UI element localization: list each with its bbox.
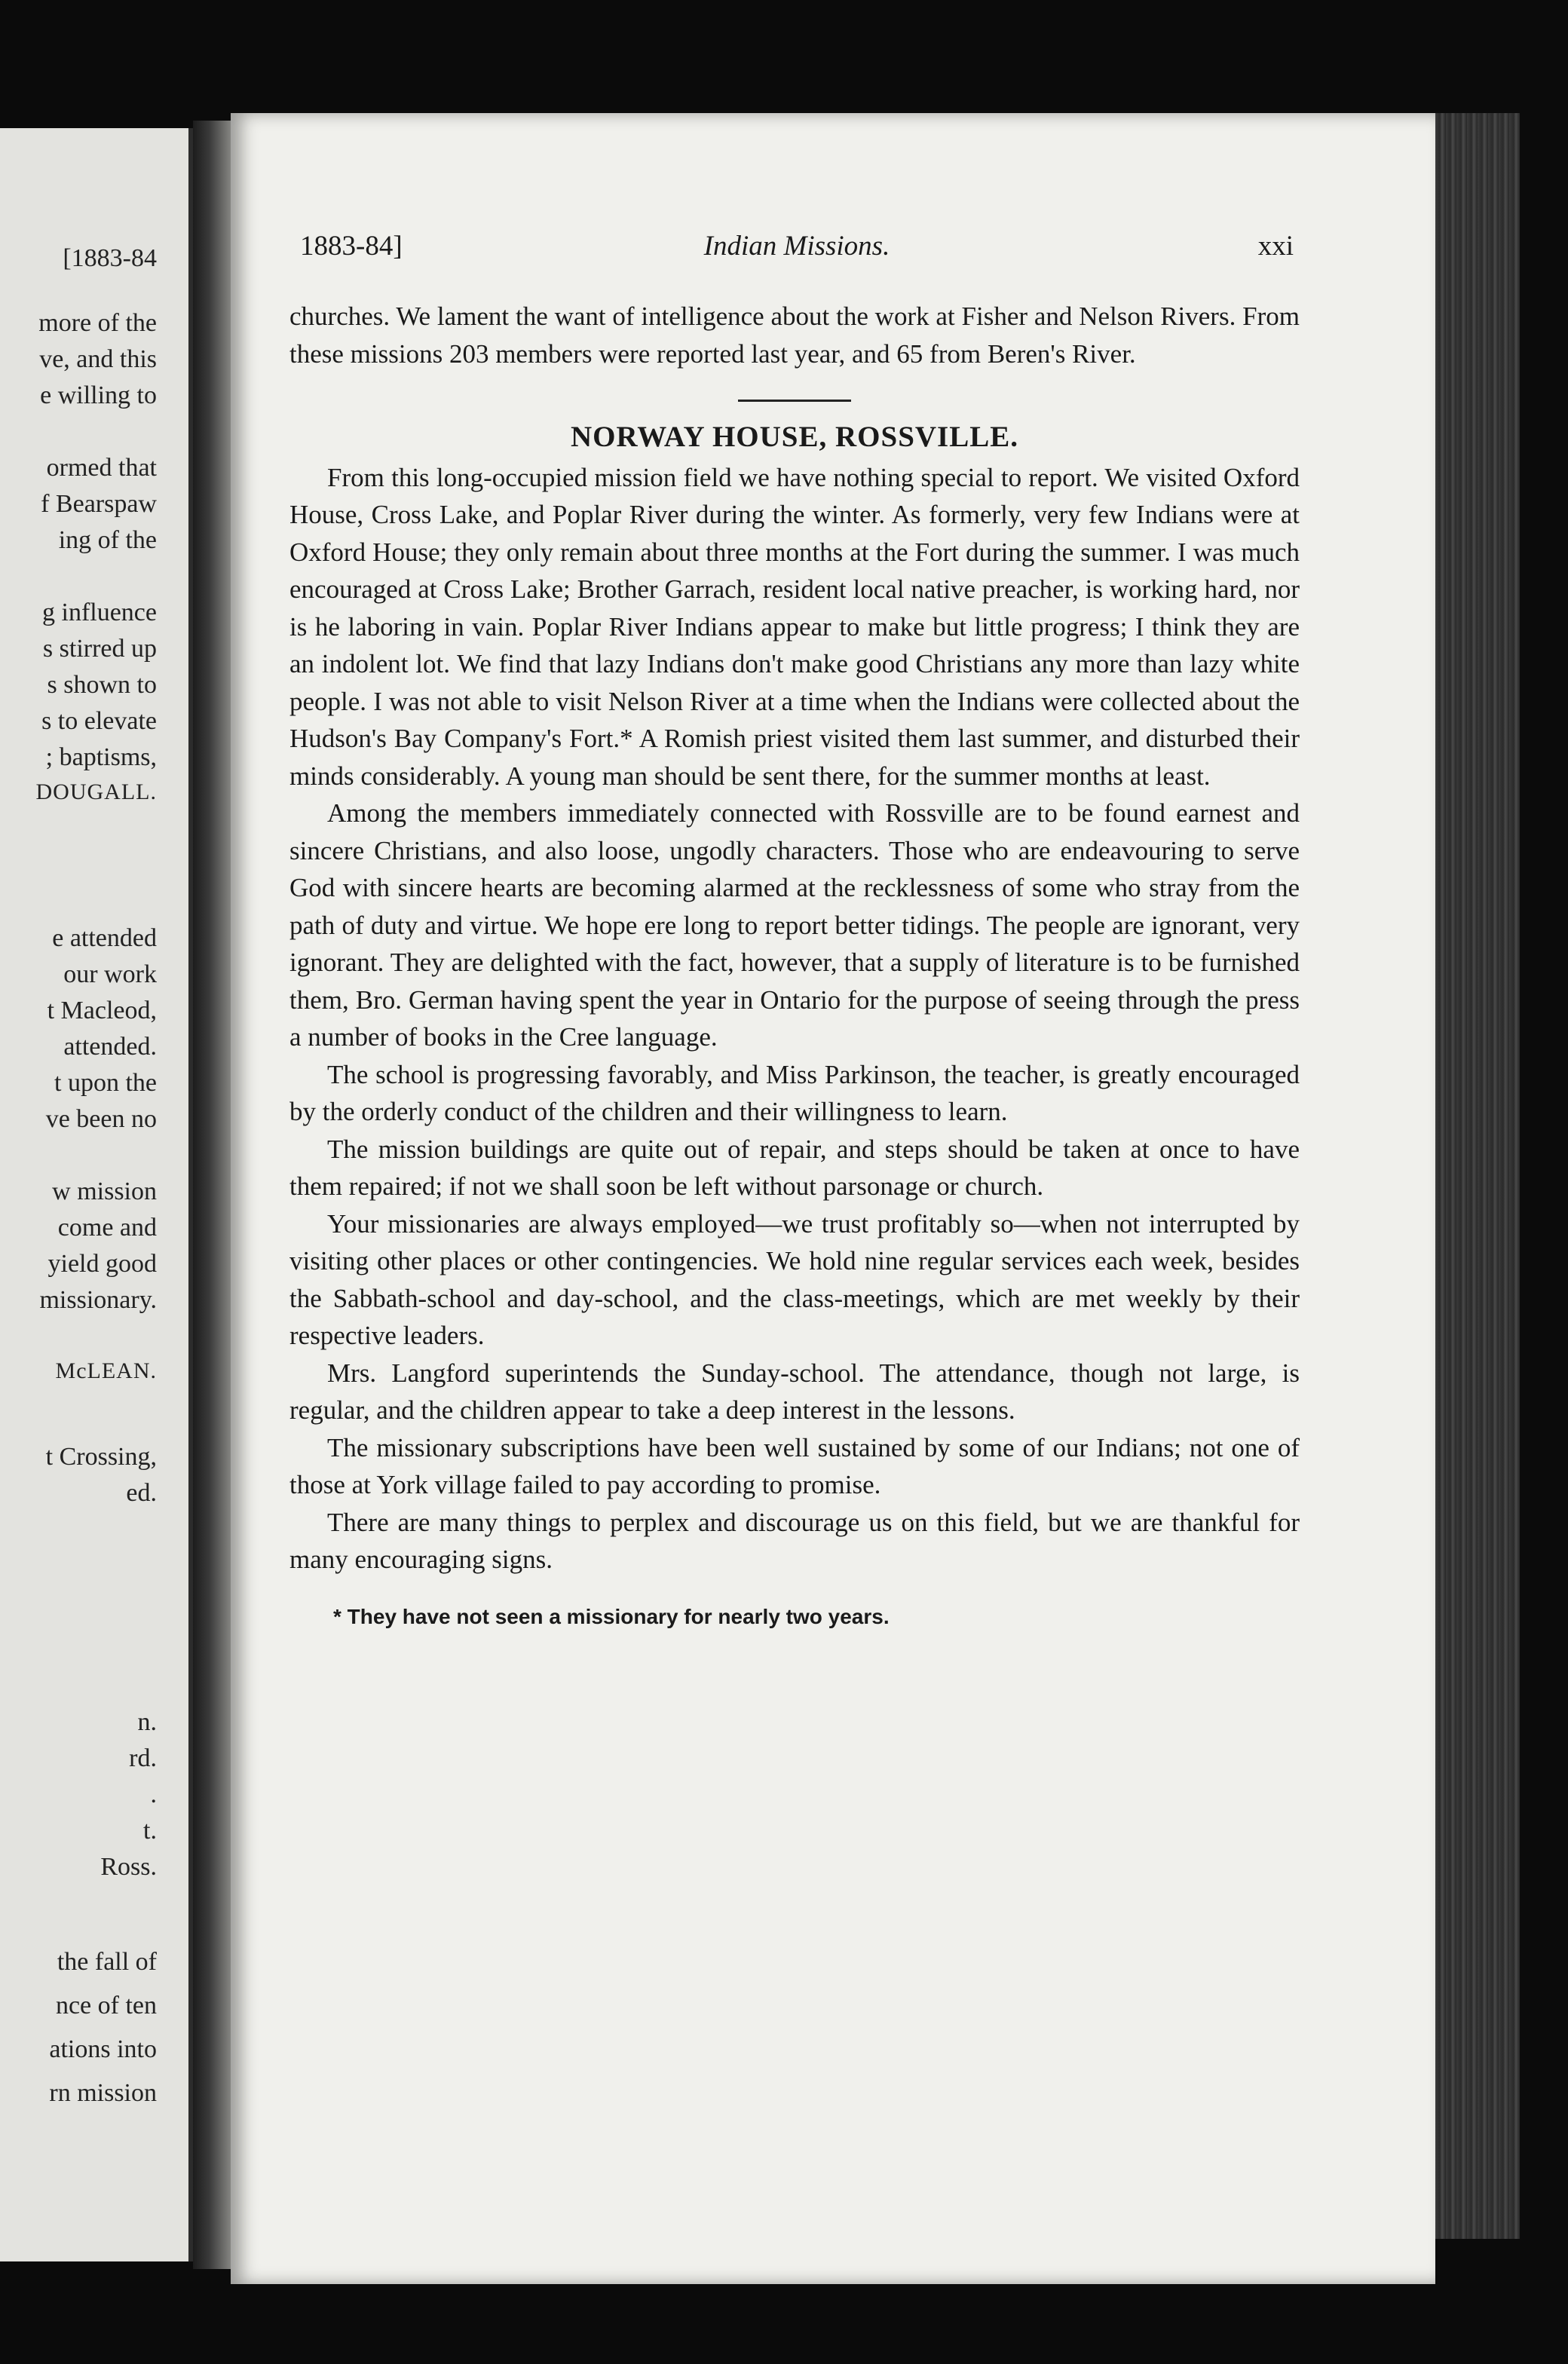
left-page-line: f Bearspaw (41, 490, 157, 518)
intro-text: churches. We lament the want of intelligence about the work at Fisher and Nelson Rivers. From these missions 203 members were reported last year, and 65 from Beren's River. (289, 302, 1300, 369)
body-paragraph: From this long-occupied mission field we have nothing special to report. We visited Oxford House, Cross Lake, and Poplar River during the winter. As formerly, very few Indians were at Oxford House; they only remain about three months at the Fort during the summer. I was much encouraged at Cross Lake; Brother Garrach, resident local native preacher, is working hard, nor is he laboring in vain. Poplar River Indians appear to make but little progress; I think they are an indolent lot. We find that lazy Indians don't make good Christians any more than lazy white people. I was not able to visit Nelson River at a time when the Indians were collected about the Hudson's Bay Company's Fort.* A Romish priest visited them last summer, and disturbed their minds considerably. A young man should be sent there, for the summer months at least. (289, 462, 1300, 791)
left-page-line: DOUGALL. (35, 779, 157, 804)
body-paragraph: The missionary subscriptions have been well sustained by some of our Indians; not one of those at York village failed to pay according to promise. (289, 1432, 1300, 1499)
left-page-line: yield good (47, 1250, 157, 1278)
left-page-line: e attended (52, 924, 157, 952)
left-page-line: s shown to (47, 671, 157, 699)
body-paragraph: There are many things to perplex and discourage us on this field, but we are thankful for many encouraging signs. (289, 1507, 1300, 1574)
left-page-line: Ross. (100, 1853, 157, 1881)
footnote: * They have not seen a missionary for nearly two years. (333, 1604, 890, 1628)
page-number: xxi (1257, 231, 1294, 262)
book-gutter (193, 121, 234, 2269)
left-page-line: t Macleod, (47, 997, 157, 1024)
running-header (300, 230, 1294, 263)
page-edges (1435, 113, 1520, 2239)
body-paragraph: Your missionaries are always employed—we trust profitably so—when not interrupted by visiting other places or other contingencies. We hold nine regular services each week, besides the Sabbath-school and day-school, and the class-meetings, which are met weekly by their respective leaders. (289, 1208, 1300, 1350)
section-rule (738, 400, 851, 402)
left-page-line: our work (63, 960, 157, 988)
intro-paragraph (289, 298, 1300, 372)
left-page-line: ve been no (45, 1105, 157, 1133)
body-paragraph: Among the members immediately connected with Rossville are to be found earnest and sincere Christians, and also loose, ungodly characters. Those who are endeavouring to serve God with sincere hearts are becoming alarmed at the recklessness of some who stray from the path of duty and virtue. We hope ere long to report better tidings. The people are ignorant, very ignorant. They are delighted with the fact, however, that a supply of literature is to be furnished them, Bro. German having spent the year in Ontario for the purpose of seeing through the press a number of books in the Cree language. (289, 798, 1300, 1052)
left-page-line: . (150, 1781, 157, 1808)
left-page-line: t upon the (54, 1069, 157, 1097)
left-page-line: s stirred up (42, 635, 157, 663)
header-year-range: 1883-84] (300, 231, 403, 262)
left-page-line: e willing to (40, 381, 157, 409)
left-page-line: t. (143, 1817, 157, 1845)
body-paragraph: The mission buildings are quite out of repair, and steps should be taken at once to have them repaired; if not we shall soon be left without parsonage or church. (289, 1134, 1300, 1201)
body-paragraph: The school is progressing favorably, and Miss Parkinson, the teacher, is greatly encouraged by the orderly conduct of the children and their willingness to learn. (289, 1059, 1300, 1126)
left-page-line: g influence (42, 599, 157, 626)
left-page-line: [1883-84 (63, 244, 157, 272)
body-paragraph: Mrs. Langford superintends the Sunday-school. The attendance, though not large, is regular, and the children appear to take a deep interest in the lessons. (289, 1358, 1300, 1425)
left-page-line: n. (137, 1708, 157, 1736)
left-page-line: ve, and this (39, 345, 157, 373)
left-page-line: ormed that (46, 454, 157, 482)
left-page-line: ed. (126, 1479, 157, 1507)
left-page-line: w mission (52, 1177, 157, 1205)
left-page-line: the fall of (57, 1948, 157, 1976)
header-title: Indian Missions. (703, 231, 890, 262)
left-page-line: ing of the (58, 526, 157, 554)
left-page-line: rn mission (49, 2079, 157, 2107)
left-page-line: attended. (63, 1033, 157, 1061)
right-page (231, 113, 1435, 2284)
left-page-line: nce of ten (55, 1992, 157, 2020)
left-page-line: come and (57, 1214, 157, 1242)
page-body (289, 298, 1300, 1635)
left-page-line: ; baptisms, (45, 743, 157, 771)
left-page-line: more of the (38, 309, 157, 337)
section-title: NORWAY HOUSE, ROSSVILLE. (570, 421, 1019, 453)
left-page-line: ations into (49, 2035, 157, 2063)
left-page-line: t Crossing, (45, 1443, 157, 1471)
left-page-line: s to elevate (41, 707, 157, 735)
left-page-line: missionary. (39, 1286, 157, 1314)
left-page-line: rd. (129, 1744, 157, 1772)
left-page-line: McLEAN. (55, 1358, 157, 1383)
left-page-fragment (0, 128, 193, 2261)
